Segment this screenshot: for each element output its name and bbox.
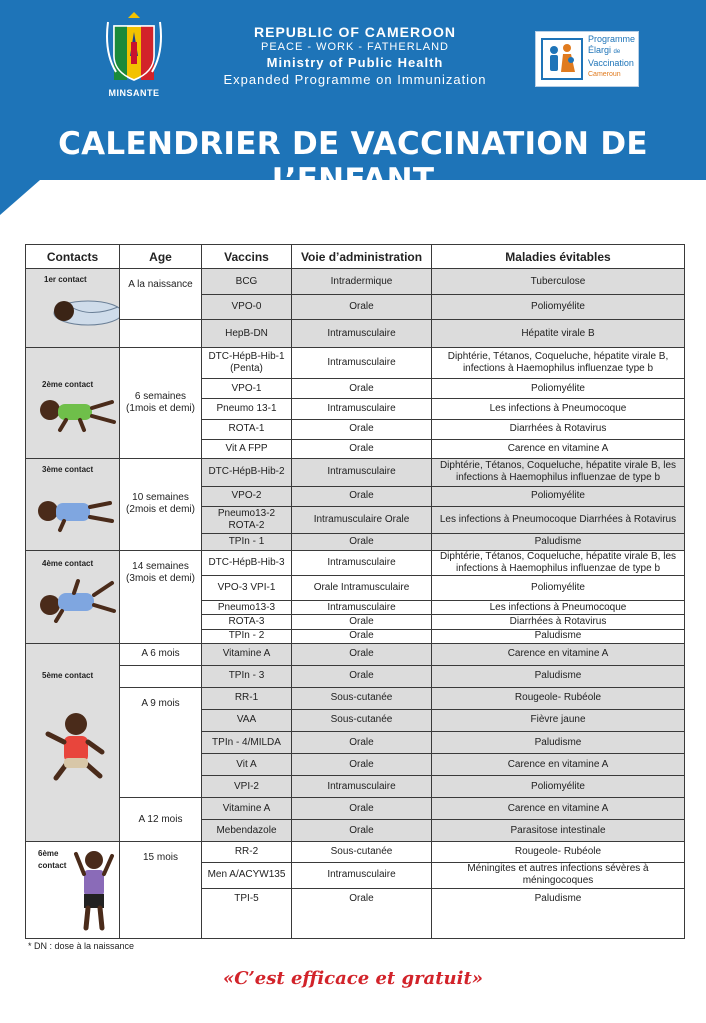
disease-cell: Carence en vitamine A (432, 643, 685, 665)
contact-cell (26, 458, 120, 550)
vaccine-cell: Vit A (202, 754, 292, 776)
contact-label: 2ème contact (42, 380, 94, 390)
route-cell: Intramusculaire (292, 776, 432, 798)
page-title: CALENDRIER DE VACCINATION DE L’ENFANT (58, 126, 648, 198)
route-cell: Orale (292, 615, 432, 629)
country-name: REPUBLIC OF CAMEROON (254, 24, 456, 40)
age-cell: 15 mois (120, 842, 202, 939)
disease-cell: Diarrhées à Rotavirus (432, 419, 685, 439)
age-cell: 14 semaines (3mois et demi) (120, 551, 202, 643)
route-cell: Orale (292, 820, 432, 842)
disease-cell: Fièvre jaune (432, 709, 685, 731)
table-row (26, 665, 685, 687)
pev-logo-text: Programme Élargi de Vaccination Cameroun (588, 34, 636, 78)
route-cell: Orale (292, 439, 432, 458)
vaccine-cell: BCG (202, 269, 292, 295)
contact-cell (26, 348, 120, 458)
disease-cell: Poliomyélite (432, 379, 685, 398)
age-cell: A 12 mois (120, 798, 202, 842)
route-cell: Intramusculaire (292, 458, 432, 486)
route-cell: Orale (292, 379, 432, 398)
disease-cell: Carence en vitamine A (432, 798, 685, 820)
contact-cell (26, 269, 120, 348)
vaccine-cell: Men A/ACYW135 (202, 862, 292, 888)
route-cell: Intramusculaire Orale (292, 507, 432, 534)
table-row (26, 798, 685, 820)
contact-label: 1er contact (44, 275, 87, 284)
vaccine-cell: VPO-3 VPI-1 (202, 576, 292, 601)
toddler-sitting-icon (42, 710, 110, 786)
vaccine-cell: HepB-DN (202, 320, 292, 348)
route-cell: Orale (292, 295, 432, 320)
contact-cell (26, 842, 120, 939)
contact-label: 3ème contact (42, 464, 94, 474)
route-cell: Orale (292, 629, 432, 643)
route-cell: Intramusculaire (292, 601, 432, 615)
slogan: «C’est efficace et gratuit» (222, 968, 484, 989)
disease-cell: Les infections à Pneumocoque Diarrhées à Rotavirus (432, 507, 685, 534)
age-cell-empty (120, 320, 202, 348)
vaccine-cell: TPIn - 4/MILDA (202, 731, 292, 753)
vaccine-cell: ROTA-3 (202, 615, 292, 629)
disease-cell: Les infections à Pneumocoque (432, 398, 685, 419)
column-header: Contacts (26, 245, 120, 269)
route-cell: Orale (292, 643, 432, 665)
vaccine-cell: TPIn - 3 (202, 665, 292, 687)
disease-cell: Rougeole- Rubéole (432, 687, 685, 709)
vaccine-cell: TPI-5 (202, 888, 292, 938)
contact-cell (26, 551, 120, 643)
column-header: Vaccins (202, 245, 292, 269)
age-cell-empty (120, 665, 202, 687)
route-cell: Sous-cutanée (292, 842, 432, 862)
header-text (190, 24, 520, 87)
route-cell: Intramusculaire (292, 320, 432, 348)
vaccine-cell: Vitamine A (202, 643, 292, 665)
route-cell: Orale (292, 731, 432, 753)
vaccine-cell: VPO-0 (202, 295, 292, 320)
programme-name: Expanded Programme on Immunization (223, 72, 487, 87)
disease-cell: Paludisme (432, 888, 685, 938)
national-motto: PEACE - WORK - FATHERLAND (261, 41, 449, 53)
table-row (26, 687, 685, 709)
route-cell: Intradermique (292, 269, 432, 295)
contact-label: 4ème contact (42, 559, 94, 569)
disease-cell: Poliomyélite (432, 576, 685, 601)
vaccine-cell: TPIn - 2 (202, 629, 292, 643)
vaccine-cell: RR-2 (202, 842, 292, 862)
vaccine-cell: Pneumo13-2 ROTA-2 (202, 507, 292, 534)
vaccine-cell: Pneumo13-3 (202, 601, 292, 615)
age-cell: 6 semaines (1mois et demi) (120, 348, 202, 458)
table-row (26, 842, 685, 862)
table-row (26, 320, 685, 348)
footnote: * DN : dose à la naissance (28, 941, 135, 951)
route-cell: Orale (292, 888, 432, 938)
baby-green-icon (36, 394, 118, 434)
disease-cell: Rougeole- Rubéole (432, 842, 685, 862)
contact-cell (26, 643, 120, 842)
disease-cell: Paludisme (432, 629, 685, 643)
age-cell: A 6 mois (120, 643, 202, 665)
vaccine-cell: Vitamine A (202, 798, 292, 820)
route-cell: Sous-cutanée (292, 687, 432, 709)
route-cell: Intramusculaire (292, 862, 432, 888)
swaddled-baby-icon (48, 293, 120, 331)
age-cell: A 9 mois (120, 687, 202, 797)
disease-cell: Poliomyélite (432, 776, 685, 798)
disease-cell: Paludisme (432, 534, 685, 551)
route-cell: Sous-cutanée (292, 709, 432, 731)
vaccine-cell: RR-1 (202, 687, 292, 709)
vaccine-cell: VPO-2 (202, 486, 292, 506)
disease-cell: Diphtérie, Tétanos, Coqueluche, hépatite virale B, les infections à Haemophilus influenzae de type b (432, 551, 685, 576)
baby-crawling-icon (34, 575, 118, 623)
coat-of-arms-icon (102, 12, 166, 84)
toddler-standing-icon (72, 848, 116, 934)
vaccine-cell: Vit A FPP (202, 439, 292, 458)
baby-blue-icon (34, 493, 116, 533)
route-cell: Orale (292, 665, 432, 687)
vaccine-cell: Pneumo 13-1 (202, 398, 292, 419)
disease-cell: Diphtérie, Tétanos, Coqueluche, hépatite virale B, infections à Haemophilus influenzae type b (432, 348, 685, 379)
vaccination-table (25, 244, 685, 939)
pev-logo (535, 31, 639, 87)
disease-cell: Méningites et autres infections sévères à méningocoques (432, 862, 685, 888)
age-cell: 10 semaines (2mois et demi) (120, 458, 202, 550)
column-header: Age (120, 245, 202, 269)
vaccine-cell: VPI-2 (202, 776, 292, 798)
vaccine-cell: DTC-HépB-Hib-1 (Penta) (202, 348, 292, 379)
vaccine-cell: DTC-HépB-Hib-3 (202, 551, 292, 576)
column-header: Maladies évitables (432, 245, 685, 269)
vaccine-cell: ROTA-1 (202, 419, 292, 439)
vaccine-cell: DTC-HépB-Hib-2 (202, 458, 292, 486)
vaccine-cell: TPIn - 1 (202, 534, 292, 551)
table-row (26, 551, 685, 576)
disease-cell: Paludisme (432, 731, 685, 753)
table-row (26, 458, 685, 486)
disease-cell: Poliomyélite (432, 295, 685, 320)
disease-cell: Paludisme (432, 665, 685, 687)
route-cell: Intramusculaire (292, 398, 432, 419)
minsante-label: MINSANTE (108, 88, 160, 98)
family-icon (541, 38, 583, 80)
table-row (26, 348, 685, 379)
disease-cell: Parasitose intestinale (432, 820, 685, 842)
route-cell: Intramusculaire (292, 348, 432, 379)
route-cell: Intramusculaire (292, 551, 432, 576)
disease-cell: Les infections à Pneumocoque (432, 601, 685, 615)
route-cell: Orale (292, 534, 432, 551)
disease-cell: Poliomyélite (432, 486, 685, 506)
route-cell: Orale (292, 798, 432, 820)
disease-cell: Hépatite virale B (432, 320, 685, 348)
route-cell: Orale Intramusculaire (292, 576, 432, 601)
route-cell: Orale (292, 486, 432, 506)
disease-cell: Carence en vitamine A (432, 439, 685, 458)
contact-label: 6ème contact (38, 849, 67, 871)
route-cell: Orale (292, 754, 432, 776)
vaccine-cell: VAA (202, 709, 292, 731)
disease-cell: Diphtérie, Tétanos, Coqueluche, hépatite virale B, les infections à Haemophilus influenzae de type b (432, 458, 685, 486)
table-header-row (26, 245, 685, 269)
route-cell: Orale (292, 419, 432, 439)
age-cell: A la naissance (120, 269, 202, 320)
disease-cell: Tuberculose (432, 269, 685, 295)
ministry-name: Ministry of Public Health (266, 55, 444, 70)
vaccine-cell: Mebendazole (202, 820, 292, 842)
table-row (26, 643, 685, 665)
column-header: Voie d’administration (292, 245, 432, 269)
table-row (26, 269, 685, 295)
disease-cell: Diarrhées à Rotavirus (432, 615, 685, 629)
contact-label: 5ème contact (42, 670, 94, 680)
disease-cell: Carence en vitamine A (432, 754, 685, 776)
vaccine-cell: VPO-1 (202, 379, 292, 398)
